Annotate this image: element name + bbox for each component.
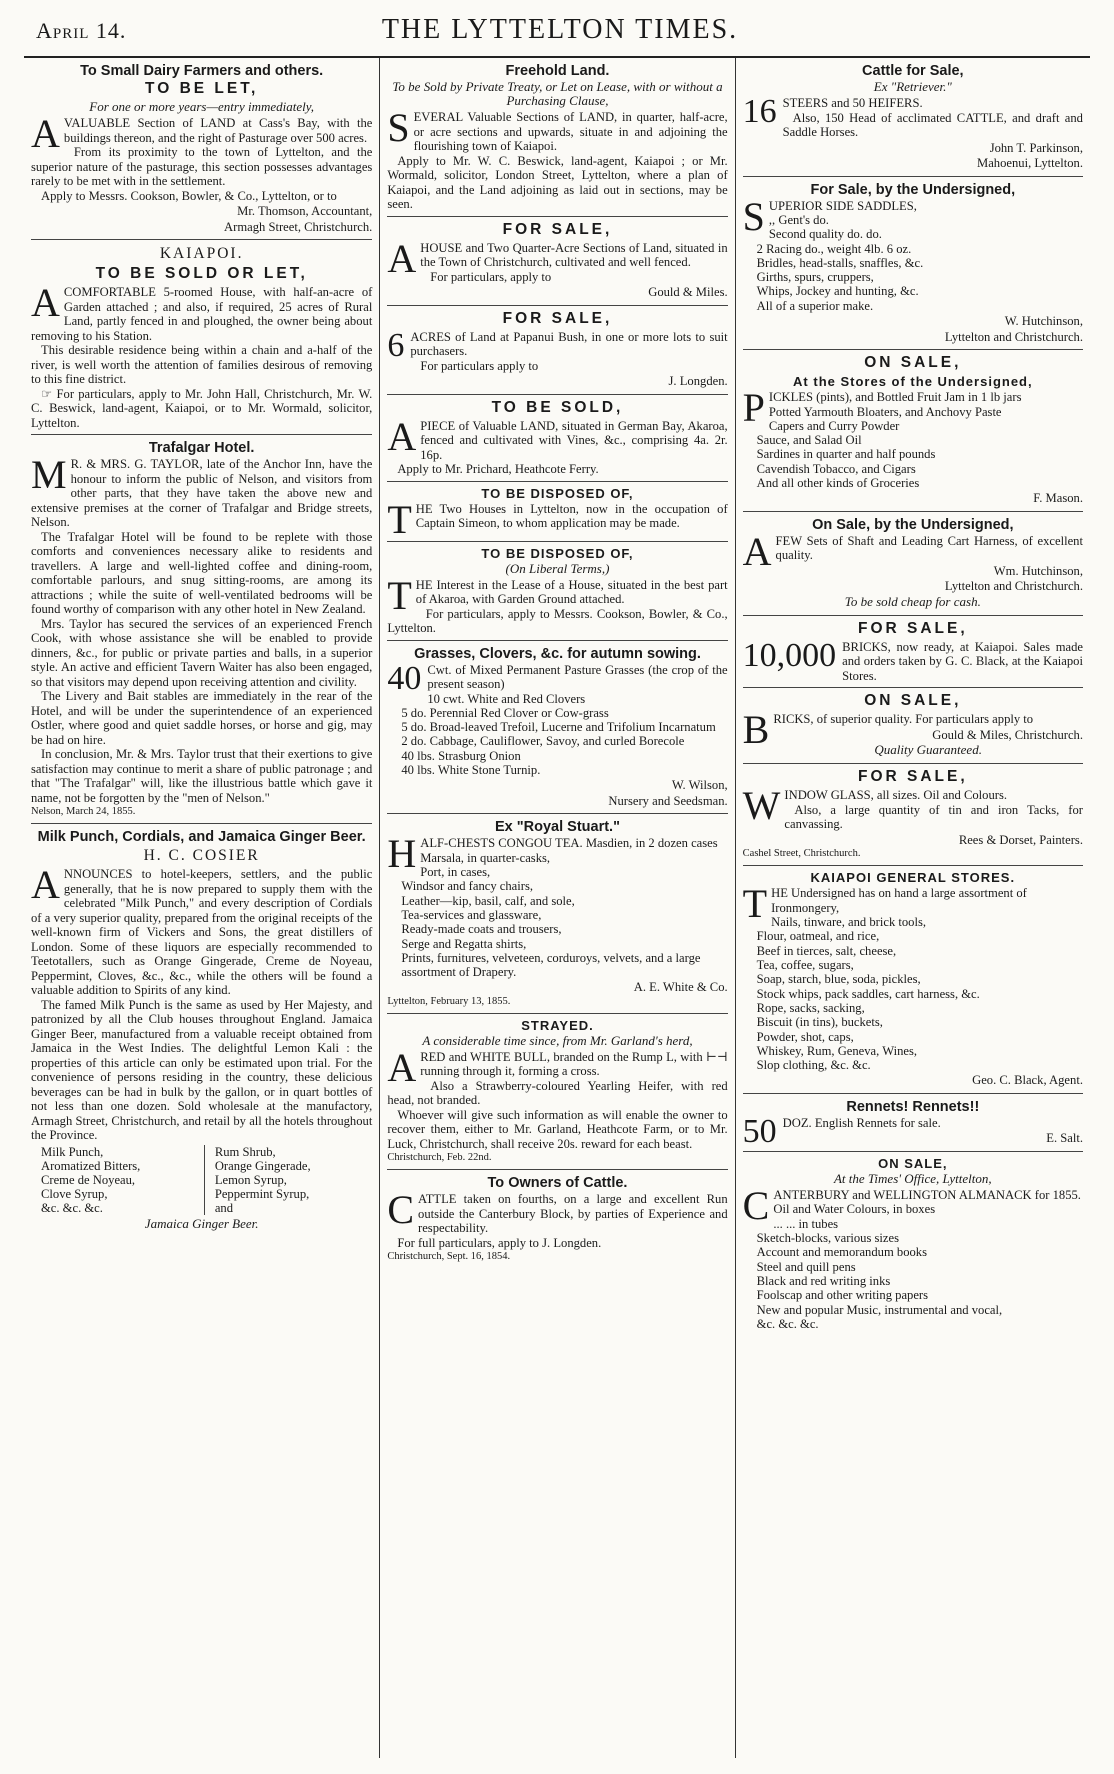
advertisement — [743, 1152, 1083, 1335]
ad-paragraph — [387, 1108, 727, 1152]
masthead — [24, 14, 1090, 58]
drop-initial: A — [31, 280, 60, 325]
advertisement — [387, 482, 727, 542]
list-item: ,, Gent's do. — [768, 213, 829, 227]
drop-initial: C — [742, 1182, 770, 1228]
list-item: Ironmongery, — [771, 900, 840, 915]
ad-signature: Wm. Hutchinson, — [993, 563, 1083, 578]
list-item: Ready-made coats and trousers, — [401, 922, 562, 937]
ad-signature: W. Wilson, — [671, 778, 728, 793]
advertisement — [387, 641, 727, 815]
list-item: ... ... in tubes — [773, 1216, 839, 1231]
drop-initial: S — [387, 105, 410, 150]
paragraph-text: DOZ. English Rennets for sale. — [782, 1115, 941, 1130]
ad-italic-line: A considerable time since, from Mr. Garland's herd, — [422, 1032, 693, 1048]
paragraph-text: For full particulars, apply to J. Longden. — [397, 1235, 602, 1250]
advertisement — [31, 824, 372, 1237]
ad-signature: John T. Parkinson, — [989, 140, 1083, 155]
drop-initial: A — [31, 111, 60, 156]
ad-paragraph — [31, 111, 373, 156]
paragraph-text: Also, 150 Head of acclimated CATTLE, and draft and Saddle Horses. — [782, 110, 1083, 139]
ad-paragraph — [31, 189, 372, 204]
paragraph-text: Apply to Messrs. Cookson, Bowler, & Co., Lyttelton, or to — [41, 188, 337, 203]
list-item: Prints, furnitures, velveteen, corduroys, velvets, and a large assortment of Drapery. — [401, 950, 701, 980]
advertisement — [743, 688, 1083, 764]
ad-paragraph — [31, 530, 372, 617]
drop-initial: 50 — [742, 1112, 777, 1150]
ad-signature: Mahoenui, Lyttelton. — [977, 156, 1083, 170]
drop-initial: T — [387, 496, 412, 542]
drop-initial: T — [387, 572, 412, 618]
paragraph-text: For particulars, apply to — [430, 269, 552, 284]
drop-initial: S — [742, 193, 765, 239]
paragraph-text: FEW Sets of Shaft and Leading Cart Harness, of excellent quality. — [775, 533, 1083, 563]
ad-title: For Sale, by the Undersigned, — [810, 181, 1016, 198]
paragraph-text: Whoever will give such information as will enable the owner to recover them, either to Mr. Garland, Heathcote Farm, or to Mr. Luck, Christchurch, shall receive 20s. reward for each beast. — [387, 1107, 728, 1151]
paragraph-text: The famed Milk Punch is the same as used by Her Majesty, and patronized by all the Club houses throughout England. Jamaica Ginger Beer, manufactured from a valuable receipt obtained from Jamaica in the West Indies. The delightful Lemon Kali : the properties of this article can only be estimated upon trial. For the convenience of persons residing in the country, these delicious beverages can be had in bulk by the gallon, or in quart bottles of not less than one dozen. Sold wholesale at the manufactory, Armagh Street, Christchurch, and retail by all the hotels throughout the Province. — [31, 997, 373, 1142]
paragraph-text: Also a Strawberry-coloured Yearling Heifer, with red head, not branded. — [387, 1078, 728, 1108]
drop-initial: 40 — [387, 659, 422, 697]
drop-initial: 16 — [742, 93, 777, 130]
ad-paragraph — [387, 154, 727, 212]
advertisement — [387, 395, 727, 482]
ad-caption: H. C. COSIER — [143, 847, 260, 864]
paragraph-text: In conclusion, Mr. & Mrs. Taylor trust that their exertions to give satisfaction may continue to merit a share of public patronage ; and that "The Trafalgar" will, like the illustrious battle which gave it name, not be forgotten by the "men of Nelson." — [31, 747, 373, 805]
ad-italic-line: Ex "Retriever." — [873, 79, 952, 94]
ad-signature: Gould & Miles. — [648, 285, 728, 299]
paragraph-text: ACRES of Land at Papanui Bush, in one or more lots to suit purchasers. — [410, 329, 728, 358]
paragraph-text: VALUABLE Section of LAND at Cass's Bay, with the buildings thereon, and the right of Pasturage over 500 acres. — [63, 116, 373, 145]
advertisement — [743, 177, 1083, 351]
issue-date: April 14. — [36, 18, 127, 43]
ad-subhead: FOR SALE, — [502, 309, 613, 327]
drop-initial: A — [387, 1044, 417, 1090]
ad-signature: F. Mason. — [1033, 491, 1083, 506]
ad-title: To Owners of Cattle. — [487, 1175, 628, 1192]
ad-signature: Lyttelton and Christchurch. — [944, 329, 1083, 344]
list-item: 40 lbs. Strasburg Onion — [401, 748, 521, 763]
ad-paragraph — [31, 998, 372, 1143]
paragraph-text: From its proximity to the town of Lyttelton, and the superior nature of the pasturage, this section possesses advantages rarely to be met with in the settlement. — [31, 145, 373, 188]
ad-paragraph — [31, 452, 373, 530]
paragraph-text: EVERAL Valuable Sections of LAND, in quarter, half-acre, or acre sections and upwards, situate in and adjoining the flourishing town of Kaiapoi. — [413, 110, 728, 153]
ad-signature: Rees & Dorset, Painters. — [958, 832, 1083, 847]
column-2 — [379, 58, 734, 1758]
ad-title: Freehold Land. — [505, 63, 610, 79]
list-item: Windsor and fancy chairs, — [401, 879, 534, 894]
paragraph-text: UPERIOR SIDE SADDLES, — [768, 198, 917, 213]
paragraph-text: STEERS and 50 HEIFERS. — [782, 96, 923, 110]
paragraph-text: HE Interest in the Lease of a House, situated in the best part of Akaroa, with Garden Ground attached. — [415, 577, 728, 606]
paragraph-text: HOUSE and Two Quarter-Acre Sections of Land, situated in the Town of Christchurch, cultivated and well fenced. — [420, 240, 728, 269]
table-cell: Milk Punch, — [31, 1145, 204, 1159]
ad-title: To Small Dairy Farmers and others. — [80, 63, 324, 79]
drop-initial: M — [31, 452, 67, 497]
ad-subsubhead: STRAYED. — [521, 1017, 594, 1033]
ad-dateline: Christchurch, Sept. 16, 1854. — [387, 1251, 511, 1263]
paragraph-text: ATTLE taken on fourths, on a large and excellent Run outside the Canterbury Block, by parties of Experience and respectability. — [418, 1192, 728, 1236]
ad-paragraph — [387, 1079, 727, 1108]
ad-paragraph — [31, 343, 372, 387]
paragraph-text: For particulars apply to — [420, 358, 539, 373]
ad-dateline: Nelson, March 24, 1855. — [31, 806, 136, 817]
drop-initial: H — [387, 831, 417, 877]
drop-initial: W — [742, 783, 781, 829]
ad-paragraph — [387, 413, 728, 463]
ad-paragraph — [387, 572, 728, 618]
table-cell: Creme de Noyeau, — [31, 1173, 204, 1187]
drop-initial: B — [742, 707, 770, 753]
ad-signature: Geo. C. Black, Agent. — [972, 1073, 1083, 1088]
list-item: 40 lbs. White Stone Turnip. — [401, 762, 541, 777]
paragraph-text: ☞ For particulars, apply to Mr. John Hall, Christchurch, Mr. W. C. Beswick, land-agent, Kaiapoi, or to Mr. Wormald, solicitor, Lyttelton. — [31, 386, 373, 430]
advertisement — [31, 58, 372, 240]
ad-title: Rennets! Rennets!! — [846, 1098, 980, 1115]
item-list — [743, 405, 1083, 491]
ad-subhead: ON SALE, — [864, 692, 962, 710]
table-cell: Peppermint Syrup, — [214, 1186, 310, 1201]
table-cell: Clove Syrup, — [31, 1187, 204, 1201]
paragraph-text: ANTERBURY and WELLINGTON ALMANACK for 1855. — [773, 1187, 1081, 1202]
advertisement — [31, 240, 372, 435]
paragraph-text: Cwt. of Mixed Permanent Pasture Grasses (the crop of the present season) — [427, 662, 728, 691]
advertisement — [387, 217, 727, 306]
list-item: And all other kinds of Groceries — [756, 476, 920, 491]
drop-initial: A — [387, 235, 417, 281]
paragraph-text: HE Undersigned has on hand a large assortment of — [771, 886, 1027, 901]
table-cell: and — [214, 1200, 234, 1215]
ad-paragraph — [743, 111, 1083, 140]
ad-dateline: Lyttelton, February 13, 1855. — [387, 995, 511, 1007]
ad-subhead: FOR SALE, — [857, 768, 968, 786]
ad-paragraph — [387, 326, 728, 364]
list-item: 2 Racing do., weight 4lb. 6 oz. — [756, 241, 912, 256]
ad-italic-line: (On Liberal Terms,) — [505, 560, 610, 576]
ad-title: Grasses, Clovers, &c. for autumn sowing. — [414, 645, 701, 662]
list-item: Sauce, and Salad Oil — [756, 433, 862, 448]
ad-subhead: FOR SALE, — [857, 619, 968, 637]
ad-signature: Gould & Miles, Christchurch. — [932, 727, 1083, 742]
ad-title: On Sale, by the Undersigned, — [812, 516, 1014, 533]
ad-paragraph — [31, 145, 372, 189]
list-item: Beef in tierces, salt, cheese, — [756, 943, 897, 958]
table-row — [31, 1187, 372, 1201]
ad-paragraph — [31, 280, 373, 343]
ad-dateline: Cashel Street, Christchurch. — [742, 848, 861, 860]
advertisement — [31, 435, 372, 824]
drop-initial: 10,000 — [742, 636, 837, 674]
paragraph-text: Apply to Mr. W. C. Beswick, land-agent, Kaiapoi ; or Mr. Wormald, solicitor, London Street, Lyttelton, where a plan of Kaiapoi, and the Land adjoining as laid out in sections, may be seen. — [387, 153, 728, 211]
table-row — [31, 1159, 372, 1173]
advertisement — [743, 764, 1083, 866]
newspaper-title: THE LYTTELTON TIMES. — [381, 14, 739, 45]
table-row — [31, 1201, 372, 1215]
advertisement — [743, 512, 1083, 616]
ad-dateline: Christchurch, Feb. 22nd. — [387, 1152, 492, 1164]
list-item: Sketch-blocks, various sizes — [756, 1231, 900, 1246]
table-row — [31, 1145, 372, 1159]
list-item: All of a superior make. — [756, 298, 874, 313]
list-item: Foolscap and other writing papers — [756, 1288, 929, 1303]
list-item: 5 do. Perennial Red Clover or Cow-grass — [401, 705, 609, 720]
paragraph-text: This desirable residence being within a chain and a-half of the river, is well worth the attention of families desirous of removing to this fine district. — [31, 343, 373, 386]
advertisement — [743, 616, 1083, 689]
ad-signature: E. Salt. — [1046, 1131, 1083, 1146]
ad-signature: Mr. Thomson, Accountant, — [237, 204, 373, 218]
ad-paragraph — [387, 1044, 728, 1090]
ad-italic-line: To be Sold by Private Treaty, or Let on Lease, with or without a Purchasing Clause, — [392, 79, 723, 108]
paragraph-text: R. & MRS. G. TAYLOR, late of the Anchor Inn, have the honour to inform the public of Nelson, and visitors from other parts, that they have taken the above new and extensive premises at the corner of Trafalgar and Bridge streets, Nelson. — [31, 457, 373, 529]
ad-paragraph — [387, 462, 727, 477]
ad-paragraph — [31, 862, 373, 998]
advertisement — [387, 542, 727, 641]
ad-subsubhead: TO BE DISPOSED OF, — [481, 485, 634, 501]
paragraph-text: INDOW GLASS, all sizes. Oil and Colours. — [784, 788, 1008, 803]
drop-initial: 6 — [387, 326, 405, 364]
list-item: Marsala, in quarter-casks, — [420, 850, 551, 865]
paragraph-text: RICKS, of superior quality. For particulars apply to — [773, 712, 1034, 727]
paragraph-text: BRICKS, now ready, at Kaiapoi. Sales made and orders taken by G. C. Black, at the Kaiapoi Stores. — [842, 639, 1083, 683]
list-item: Rope, sacks, sacking, — [756, 1000, 865, 1015]
ad-subsubhead: At the Stores of the Undersigned, — [793, 374, 1033, 390]
ad-paragraph — [743, 803, 1083, 832]
paragraph-text: HE Two Houses in Lyttelton, now in the occupation of Captain Simeon, to whom application may be made. — [415, 501, 728, 530]
table-cell: &c. &c. &c. — [31, 1201, 204, 1215]
ad-signature: Lyttelton and Christchurch. — [944, 579, 1083, 594]
table-cell: Rum Shrub, — [214, 1144, 276, 1159]
paragraph-text: Also, a large quantity of tin and iron Tacks, for canvassing. — [784, 802, 1083, 832]
ad-subhead: TO BE SOLD OR LET, — [95, 265, 308, 282]
ad-subhead: TO BE SOLD, — [491, 398, 624, 416]
list-item: &c. &c. &c. — [756, 1316, 819, 1331]
drop-initial: A — [742, 528, 772, 574]
column-3 — [735, 58, 1090, 1758]
advertisement — [387, 1170, 727, 1268]
advertisement — [743, 350, 1083, 512]
item-list — [743, 901, 1083, 1073]
list-item: Whips, Jockey and hunting, &c. — [756, 284, 919, 299]
list-item: Tea, coffee, sugars, — [756, 958, 854, 973]
list-item: 5 do. Broad-leaved Trefoil, Lucerne and Trifolium Incarnatum — [401, 720, 716, 735]
list-item: Capers and Curry Powder — [768, 418, 900, 433]
drop-initial: T — [742, 881, 768, 927]
list-item: Steel and quill pens — [756, 1259, 856, 1274]
advertisement — [387, 306, 727, 395]
list-item: Serge and Regatta shirts, — [401, 936, 527, 951]
paragraph-text: The Livery and Bait stables are immediately in the rear of the Hotel, and will be under the superintendence of an experienced Ostler, where good and quiet saddle horses, or horse and gig, may be had on hire. — [31, 689, 373, 747]
ad-signature: W. Hutchinson, — [1004, 314, 1083, 329]
ad-italic-end: Jamaica Ginger Beer. — [144, 1215, 259, 1231]
list-item: Port, in cases, — [420, 865, 491, 880]
ad-paragraph — [31, 689, 372, 747]
ad-subhead: TO BE LET, — [145, 80, 259, 97]
list-item: Girths, spurs, cruppers, — [756, 270, 874, 285]
ad-title: Ex "Royal Stuart." — [495, 819, 620, 836]
ad-subhead: ON SALE, — [864, 354, 962, 372]
ad-title: Cattle for Sale, — [862, 63, 964, 79]
drop-initial: A — [387, 413, 417, 459]
table-cell: Orange Gingerade, — [214, 1158, 311, 1173]
ad-signature: J. Longden. — [668, 374, 728, 388]
ad-signature: Nursery and Seedsman. — [608, 793, 728, 808]
list-item: Leather—kip, basil, calf, and sole, — [401, 893, 575, 908]
ad-paragraph — [31, 747, 372, 805]
paragraph-text: RED and WHITE BULL, branded on the Rump L, with ⊢⊣ running through it, forming a cross. — [420, 1049, 728, 1079]
product-table — [31, 1145, 372, 1215]
paragraph-text: ICKLES (pints), and Bottled Fruit Jam in 1 lb jars — [768, 390, 1022, 405]
ad-paragraph — [31, 617, 372, 690]
list-item: Soap, starch, blue, soda, pickles, — [756, 972, 921, 987]
paragraph-text: COMFORTABLE 5-roomed House, with half-an-acre of Garden attached ; and also, if required, 25 acres of Rural Land, partly fenced in and ploughed, the owner being about removing to his Station. — [31, 285, 373, 343]
drop-initial: A — [31, 862, 60, 907]
column-1 — [24, 58, 379, 1758]
ad-paragraph — [387, 105, 728, 154]
item-list — [387, 692, 727, 778]
ad-paragraph — [387, 359, 727, 374]
drop-initial: P — [742, 385, 765, 431]
ad-caption: KAIAPOI. — [159, 245, 244, 262]
list-item: Bridles, head-stalls, snaffles, &c. — [756, 255, 924, 270]
advertisement — [743, 866, 1083, 1094]
paragraph-text: Mrs. Taylor has secured the services of an experienced French Cook, with whose assistance she will be enabled to provide dinners, &c., for public or private parties and balls, in a superior style. An active and efficient Tavern Waiter has also been engaged, so that visitors may depend upon receiving attention and civility. — [31, 616, 373, 689]
list-item: Oil and Water Colours, in boxes — [773, 1202, 936, 1217]
ad-signature: Armagh Street, Christchurch. — [224, 219, 373, 234]
table-cell: Aromatized Bitters, — [31, 1159, 204, 1173]
item-list — [387, 851, 727, 980]
ad-subsubhead: KAIAPOI GENERAL STORES. — [810, 870, 1016, 886]
list-item: Stock whips, pack saddles, cart harness, &c. — [756, 986, 980, 1001]
list-item: Potted Yarmouth Bloaters, and Anchovy Paste — [768, 404, 1002, 419]
paragraph-text: The Trafalgar Hotel will be found to be replete with those comforts and conveniences necessary alike to residents and travellers. A large and well-lighted coffee and dining-room, comfortable parlours, and snug sitting-rooms, are among its attractions ; while the suite of well-ventilated bedrooms will be found worthy of comparison with any other hotel in New Zealand. — [31, 529, 373, 616]
advertisement — [743, 58, 1083, 177]
ad-italic-line: Quality Guaranteed. — [874, 742, 982, 758]
columns — [24, 58, 1090, 1758]
list-item: Nails, tinware, and brick tools, — [771, 915, 927, 930]
list-item: Biscuit (in tins), buckets, — [756, 1015, 883, 1030]
ad-subsubhead: ON SALE, — [878, 1155, 948, 1171]
advertisement — [743, 1094, 1083, 1152]
paragraph-text: PIECE of Valuable LAND, situated in German Bay, Akaroa, fenced and cultivated with Vines, &c., comprising 4a. 2r. 16p. — [420, 418, 728, 462]
advertisement — [387, 58, 727, 217]
advertisement — [387, 814, 727, 1014]
ad-subhead: FOR SALE, — [502, 220, 613, 238]
list-item: 2 do. Cabbage, Cauliflower, Savoy, and curled Borecole — [401, 734, 685, 749]
ad-subsubhead: TO BE DISPOSED OF, — [481, 545, 634, 561]
paragraph-text: ALF-CHESTS CONGOU TEA. Masdien, in 2 dozen cases — [420, 836, 718, 851]
list-item: Slop clothing, &c. &c. — [756, 1058, 871, 1073]
table-cell: Lemon Syrup, — [214, 1172, 287, 1187]
ad-signature: A. E. White & Co. — [633, 980, 728, 995]
ad-paragraph — [387, 1236, 727, 1251]
list-item: Cavendish Tobacco, and Cigars — [756, 461, 916, 476]
advertisement — [387, 1014, 727, 1171]
paragraph-text: For particulars, apply to Messrs. Cookson, Bowler, & Co., Lyttelton. — [387, 606, 728, 635]
list-item: Second quality do. do. — [768, 227, 882, 242]
ad-italic-line: For one or more years—entry immediately, — [89, 99, 315, 114]
paragraph-text: Apply to Mr. Prichard, Heathcote Ferry. — [397, 462, 599, 476]
list-item: 10 cwt. White and Red Clovers — [427, 691, 586, 706]
list-item: Account and memorandum books — [756, 1245, 927, 1260]
list-item: Powder, shot, caps, — [756, 1029, 854, 1044]
item-list — [743, 213, 1083, 313]
list-item: New and popular Music, instrumental and vocal, — [756, 1302, 1003, 1317]
table-row — [31, 1173, 372, 1187]
list-item: Flour, oatmeal, and rice, — [756, 929, 880, 944]
ad-paragraph — [387, 496, 728, 542]
list-item: Black and red writing inks — [756, 1273, 891, 1288]
ad-paragraph — [31, 387, 372, 431]
ad-paragraph — [387, 607, 727, 636]
list-item: Whiskey, Rum, Geneva, Wines, — [756, 1043, 918, 1058]
ad-paragraph — [742, 636, 1083, 684]
ad-paragraph — [387, 270, 727, 285]
paragraph-text: NNOUNCES to hotel-keepers, settlers, and the public generally, that he is now prepared to supply them with the celebrated "Milk Punch," and every description of Cordials of a very superior quality, prepared from the original receipts of the well-known firm of Vickers and Sons, the great distillers of London. Some of these liquors are especially recommended to Teetotallers, such as Orange Gingerade, Creme de Noyeau, Peppermint, Cloves, &c., &c., while the others will be found a valuable addition to Spirits of any kind. — [31, 867, 373, 997]
list-item: Tea-services and glassware, — [401, 907, 542, 922]
ad-italic-line: At the Times' Office, Lyttelton, — [833, 1170, 992, 1186]
ad-paragraph — [387, 659, 728, 697]
drop-initial: C — [387, 1187, 415, 1233]
item-list — [743, 1202, 1083, 1331]
ad-title: Trafalgar Hotel. — [148, 440, 255, 456]
ad-italic-line: To be sold cheap for cash. — [844, 593, 981, 609]
ad-title: Milk Punch, Cordials, and Jamaica Ginger Beer. — [37, 829, 366, 845]
ad-paragraph — [387, 1187, 728, 1236]
list-item: Sardines in quarter and half pounds — [756, 447, 936, 462]
